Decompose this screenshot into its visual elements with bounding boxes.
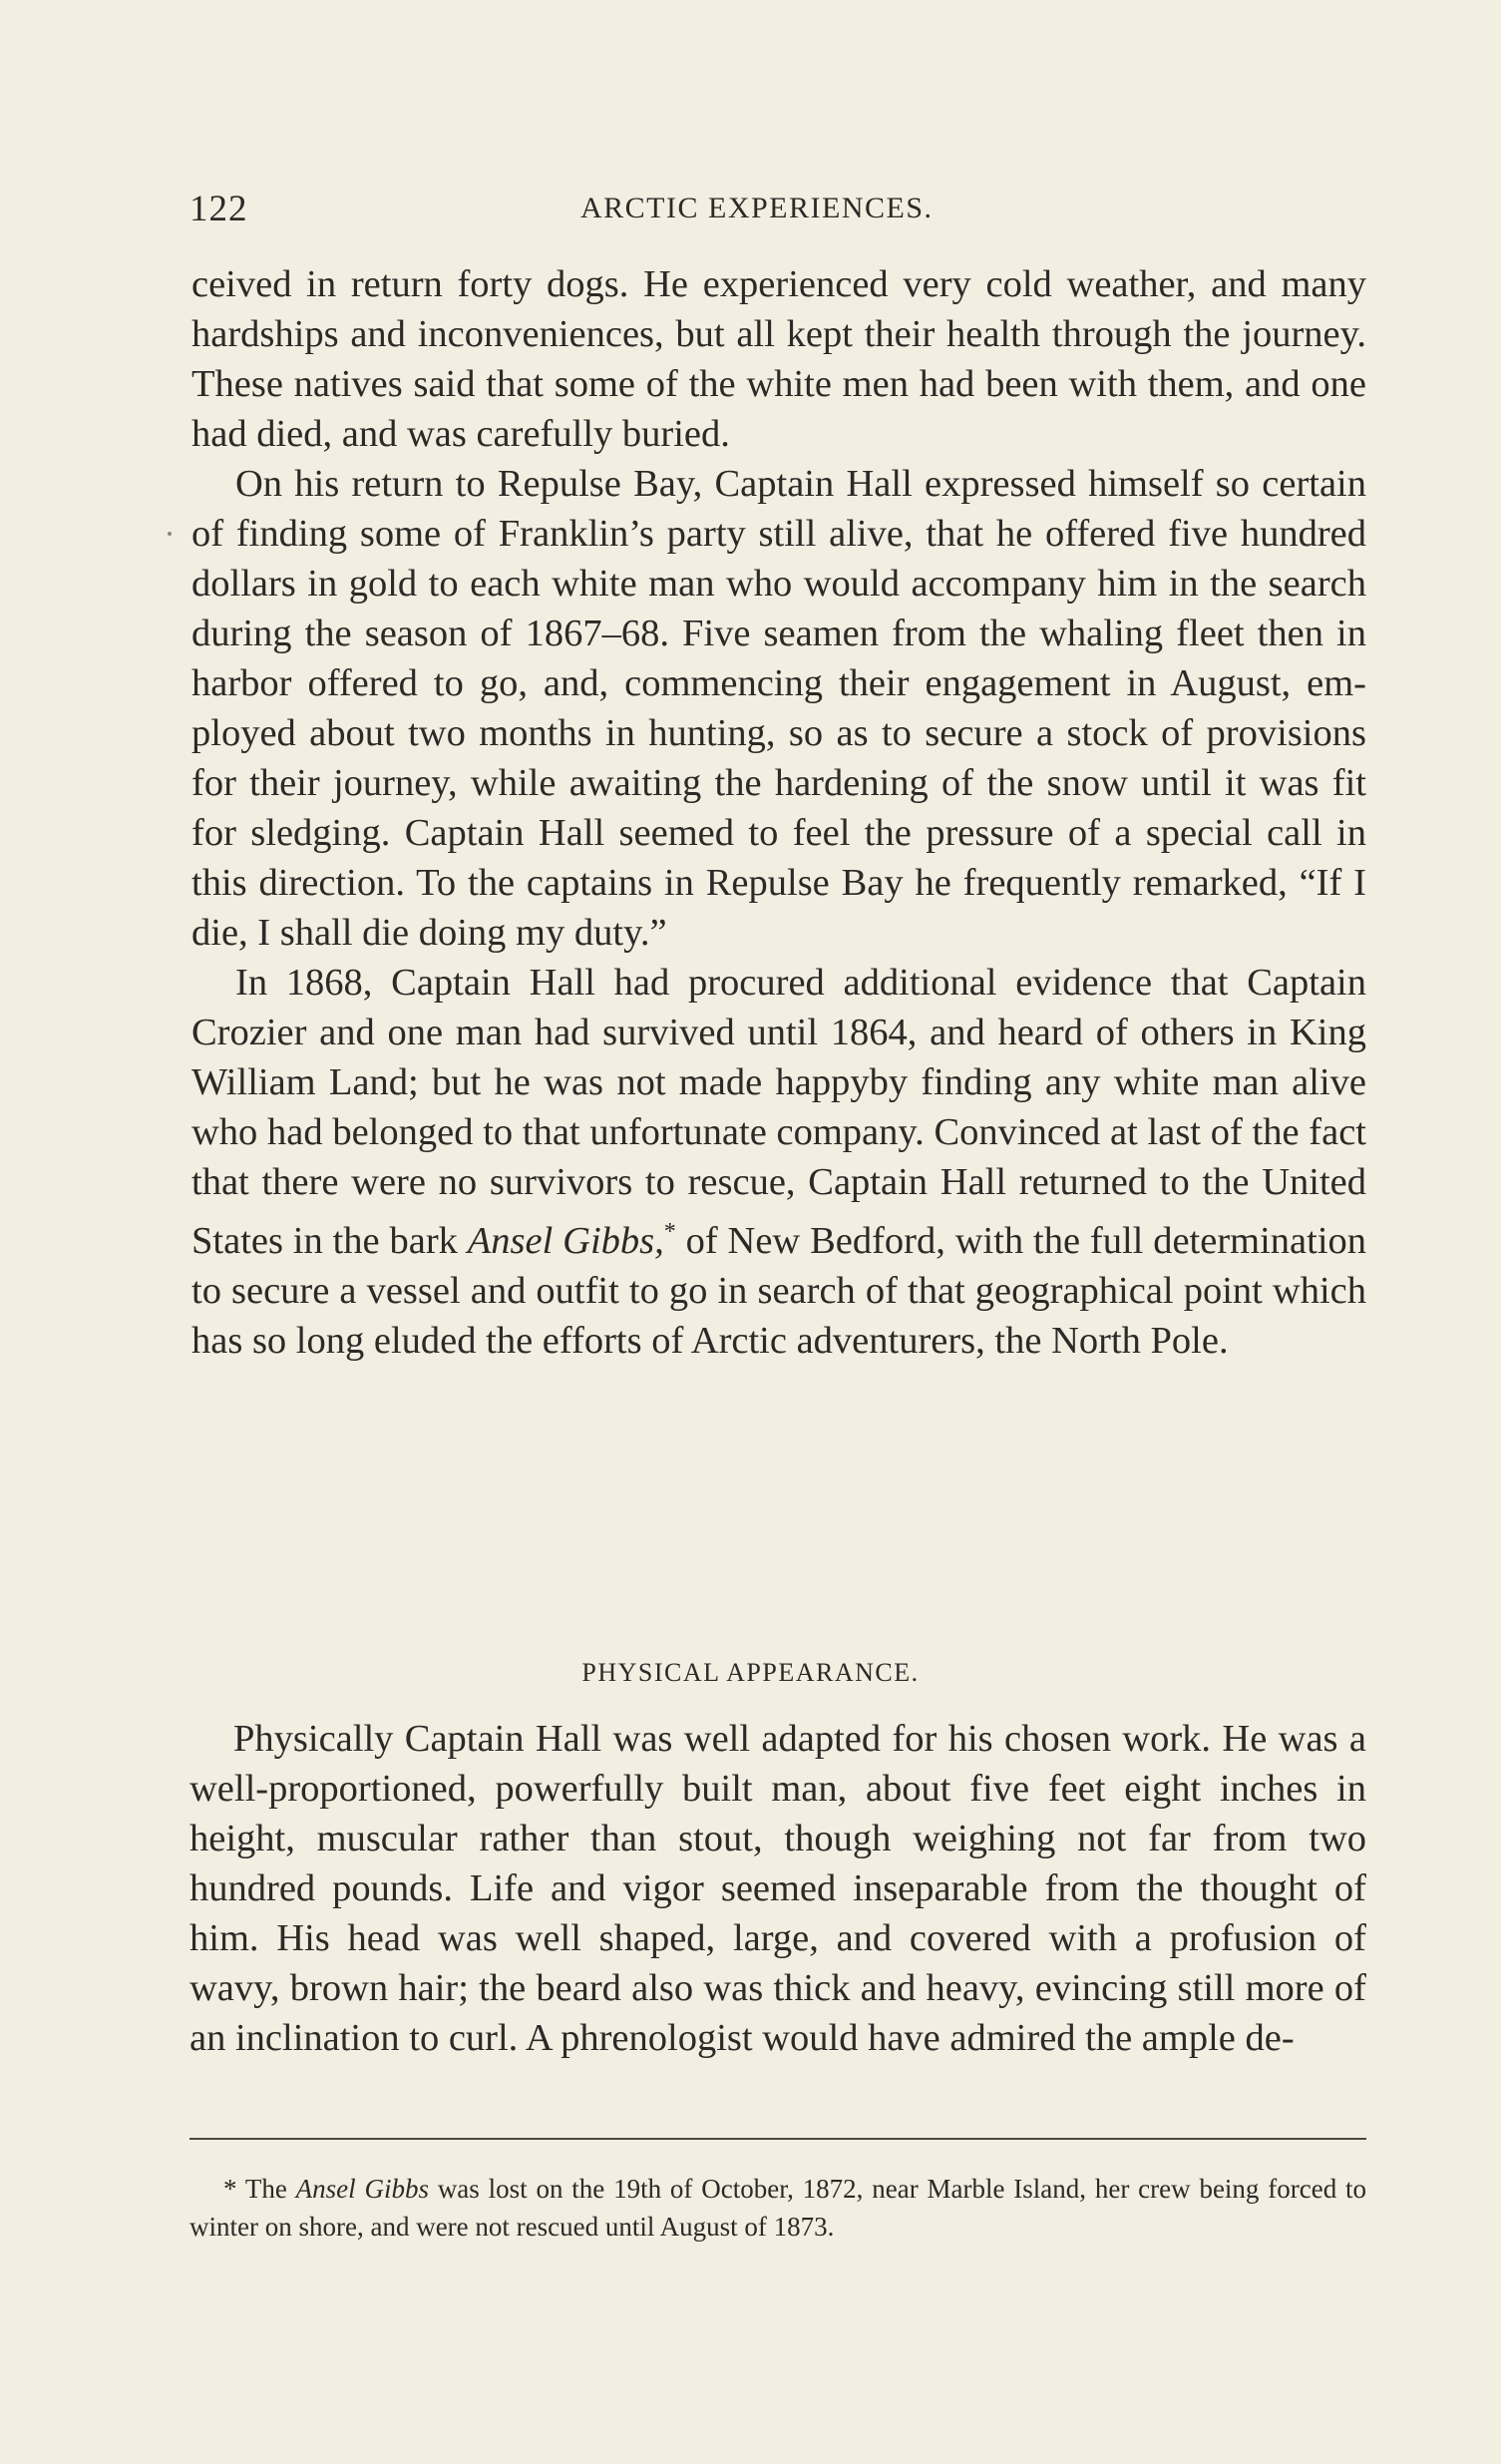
footnote-text: was lost on the 19th of October, 1872, near Marble Island, her crew being forced to winter on shore, and were not rescued until August of 1873. <box>189 2174 1367 2242</box>
footnote <box>189 2170 1366 2246</box>
footnote-rule <box>189 2138 1366 2140</box>
paragraph-1868 <box>191 958 1366 1366</box>
running-head: ARCTIC EXPERIENCES. <box>580 192 934 224</box>
paragraph-1868-text-b: of New Bedford, with the full determination to secure a vessel and outfit to go in search of that geographical point which has so long eluded the efforts of Arctic adventurers, the North Pole. <box>191 1219 1367 1362</box>
page-number: 122 <box>189 189 248 229</box>
footnote-ship-name: Ansel Gibbs <box>295 2174 429 2204</box>
margin-speck <box>168 532 172 536</box>
section-heading: PHYSICAL APPEARANCE. <box>581 1658 920 1687</box>
page-header <box>189 188 1364 237</box>
paragraph-1868-text-a: In 1868, Captain Hall had procured additional evidence that Captain Crozier and one man had survived until 1864, and heard of others in King William Land; but he was not made happyby finding any white man alive who had belonged to that unfortunate company. Convinced at last of the fact that there were no survivors to rescue, Captain Hall returned to the United States in the bark <box>191 962 1366 1262</box>
ship-name: Ansel Gibbs, <box>467 1219 664 1262</box>
paragraph-repulse-bay: On his return to Repulse Bay, Captain Hall expressed himself so certain of finding some of Franklin’s party still alive, that he offered five hundred dollars in gold to each white man who would accompany him in the search during the season of 1867–68. Five seamen from the whaling fleet then in harbor offered to go, and, commencing their engagement in August, employed about two months in hunting, so as to secure a stock of provisions for their journey, while awaiting the hardening of the snow until it was fit for sledging. Captain Hall seemed to feel the pressure of a special call in this direction. To the captains in Repulse Bay he frequently remarked, “If I die, I shall die doing my duty.” <box>191 463 1366 954</box>
body-text <box>191 259 1366 1366</box>
footnote-line <box>189 2170 1366 2246</box>
paragraph-continued: ceived in return forty dogs. He experienced very cold weather, and many hardships and inconveniences, but all kept their health through the journey. These natives said that some of the white men had been with them, and one had died, and was carefully buried. <box>191 263 1366 455</box>
paragraph-physical-appearance: Physically Captain Hall was well adapted for his chosen work. He was a well-proportioned, powerfully built man, about five feet eight inches in height, muscular rather than stout, though weighing not far from two hundred pounds. Life and vigor seemed inseparable from the thought of him. His head was well shaped, large, and covered with a profusion of wavy, brown hair; the beard also was thick and heavy, evincing still more of an inclination to curl. A phrenologist would have admired the ample de- <box>189 1718 1366 2059</box>
footnote-lead: The <box>244 2174 287 2204</box>
section-body <box>189 1714 1366 2063</box>
footnote-reference[interactable]: * <box>663 1219 676 1245</box>
footnote-mark: * <box>223 2174 237 2204</box>
